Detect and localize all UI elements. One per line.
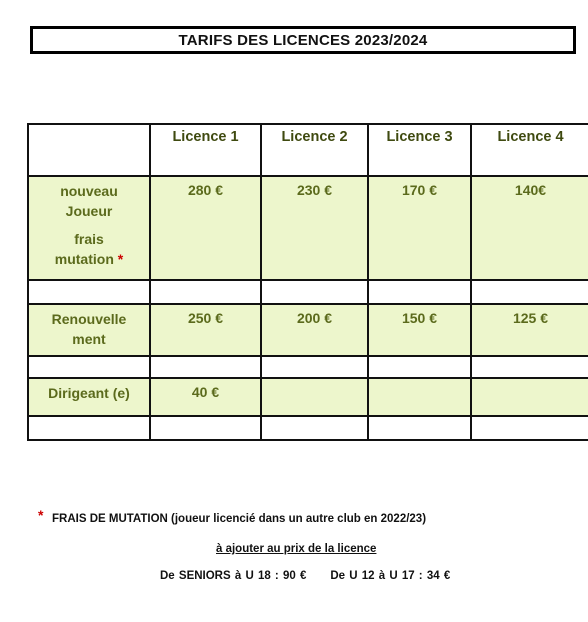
asterisk-mark: * [117, 251, 124, 267]
row-label-line: ment [72, 331, 106, 347]
note-asterisk: * [38, 507, 44, 523]
table-row-renouvellement [28, 304, 588, 356]
price-cell [471, 304, 588, 356]
title-box [30, 26, 576, 54]
note-seniors: De SENIORS à U 18 : 90 € [160, 570, 307, 582]
price-cell [150, 176, 261, 280]
row-label-renouvellement [28, 304, 150, 356]
header-empty-cell [28, 124, 150, 176]
table-row-nouveau-joueur [28, 176, 588, 280]
page-title: TARIFS DES LICENCES 2023/2024 [178, 31, 428, 49]
price-value: 140€ [514, 182, 547, 198]
row-label-line: Dirigeant (e) [48, 385, 130, 401]
price-value: 125 € [512, 310, 549, 326]
price-cell [368, 176, 471, 280]
note-add-to-price: à ajouter au prix de la licence [216, 543, 377, 555]
table-spacer-row [28, 356, 588, 378]
note-prices [160, 570, 474, 582]
price-value: 200 € [296, 310, 333, 326]
header-licence-3: Licence 3 [368, 124, 471, 176]
header-licence-2: Licence 2 [261, 124, 368, 176]
price-cell [368, 304, 471, 356]
price-value: 40 € [191, 384, 220, 400]
row-label-line: nouveau [60, 183, 118, 199]
price-cell [261, 304, 368, 356]
table-spacer-row [28, 416, 588, 440]
price-value: 230 € [296, 182, 333, 198]
price-value: 250 € [187, 310, 224, 326]
table-row-dirigeant [28, 378, 588, 416]
row-label-line: frais [74, 231, 104, 247]
price-cell [471, 176, 588, 280]
table-spacer-row [28, 280, 588, 304]
price-cell [368, 378, 471, 416]
row-label-nouveau-joueur [28, 176, 150, 280]
tariff-table [27, 123, 588, 441]
note-mutation: FRAIS DE MUTATION (joueur licencié dans un autre club en 2022/23) [52, 513, 427, 525]
price-value: 150 € [401, 310, 438, 326]
price-cell [261, 378, 368, 416]
row-label-line: Renouvelle [51, 311, 127, 327]
header-licence-4: Licence 4 [471, 124, 588, 176]
price-cell [471, 378, 588, 416]
price-value: 170 € [401, 182, 438, 198]
row-label-line: Joueur [65, 203, 113, 219]
row-label-dirigeant [28, 378, 150, 416]
price-cell [150, 378, 261, 416]
price-value [472, 379, 588, 384]
note-juniors: De U 12 à U 17 : 34 € [330, 570, 451, 582]
price-value [262, 379, 367, 384]
price-value: 280 € [187, 182, 224, 198]
header-licence-1: Licence 1 [150, 124, 261, 176]
price-cell [150, 304, 261, 356]
table-header-row [28, 124, 588, 176]
price-value [369, 379, 470, 384]
row-label-line: mutation [54, 251, 114, 267]
price-cell [261, 176, 368, 280]
